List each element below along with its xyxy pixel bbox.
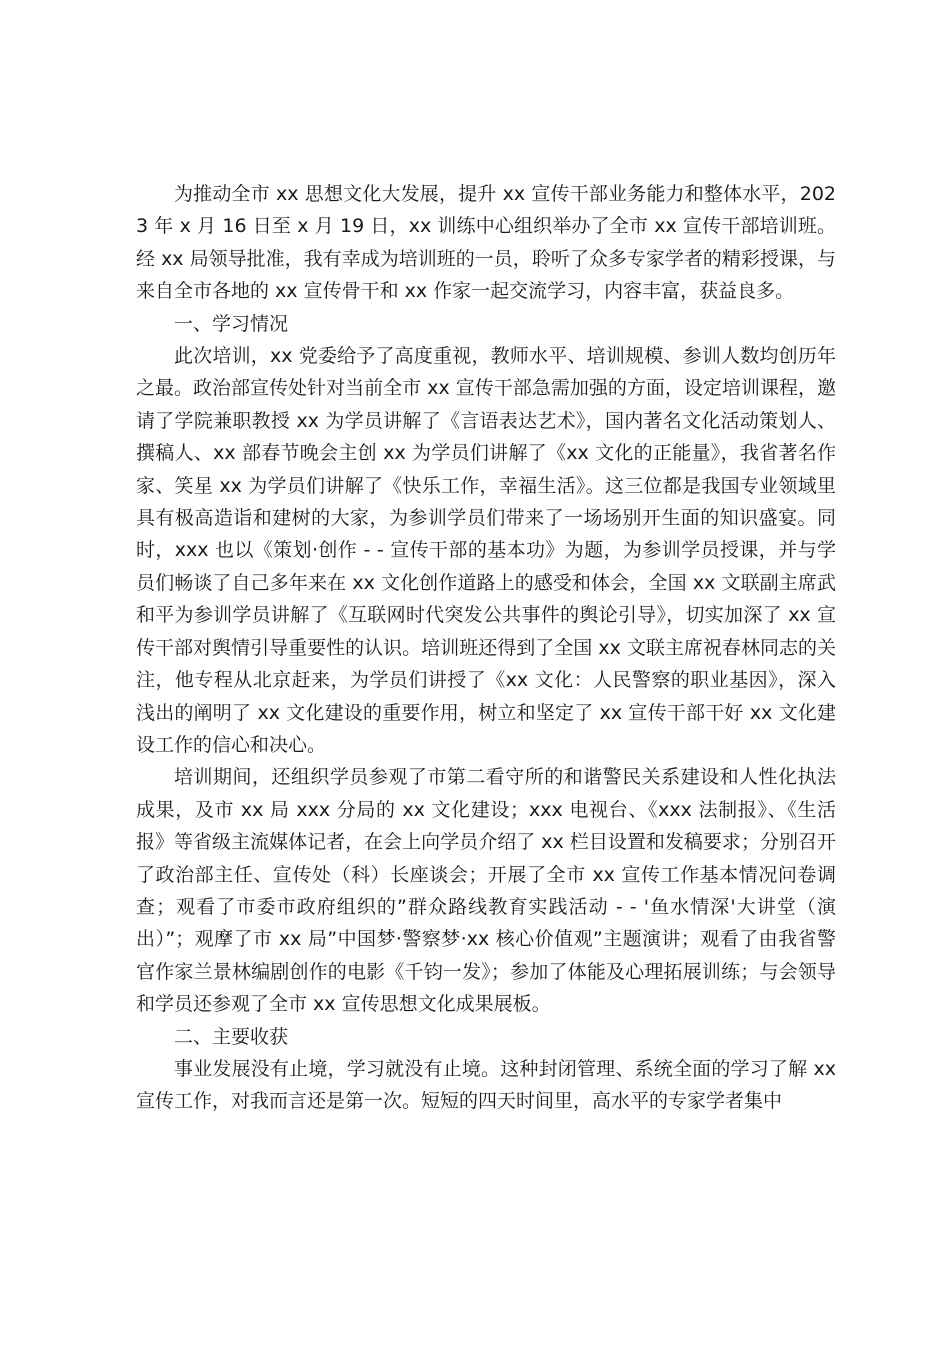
- document-body: [136, 178, 836, 1118]
- paragraph-gains: 事业发展没有止境，学习就没有止境。这种封闭管理、系统全面的学习了解 xx 宣传工作，对我而言还是第一次。短短的四天时间里，高水平的专家学者集中: [136, 1057, 836, 1113]
- section-heading-study: 一、学习情况: [174, 312, 289, 335]
- paragraph-intro: 为推动全市 xx 思想文化大发展，提升 xx 宣传干部业务能力和整体水平，2023 年 x 月 16 日至 x 月 19 日，xx 训练中心组织举办了全市 xx 宣传干部培训班。经 xx 局领导批准，我有幸成为培训班的一员，聆听了众多专家学者的精彩授课，与来自全市各地的 xx 宣传骨干和 xx 作家一起交流学习，内容丰富，获益良多。: [136, 183, 836, 303]
- paragraph-training-activities: 培训期间，还组织学员参观了市第二看守所的和谐警民关系建设和人性化执法成果，及市 xx 局 xxx 分局的 xx 文化建设；xxx 电视台、《xxx 法制报》、《生活报》等省级主流媒体记者，在会上向学员介绍了 xx 栏目设置和发稿要求；分别召开了政治部主任、宣传处（科）长座谈会；开展了全市 xx 宣传工作基本情况问卷调查；观看了市委市政府组织的”群众路线教育实践活动 - - '鱼水情深'大讲堂（演出）”；观摩了市 xx 局”中国梦·警察梦·xx 核心价值观”主题演讲；观看了由我省警官作家兰景林编剧创作的电影《千钧一发》；参加了体能及心理拓展训练；与会领导和学员还参观了全市 xx 宣传思想文化成果展板。: [136, 766, 836, 1016]
- paragraph-study-details: 此次培训，xx 党委给予了高度重视，教师水平、培训规模、参训人数均创历年之最。政治部宣传处针对当前全市 xx 宣传干部急需加强的方面，设定培训课程，邀请了学院兼职教授 xx 为学员讲解了《言语表达艺术》，国内著名文化活动策划人、撰稿人、xx 部春节晚会主创 xx 为学员们讲解了《xx 文化的正能量》，我省著名作家、笑星 xx 为学员们讲解了《快乐工作，幸福生活》。这三位都是我国专业领域里具有极高造诣和建树的大家，为参训学员们带来了一场场别开生面的知识盛宴。同时，xxx 也以《策划·创作 - - 宣传干部的基本功》为题，为参训学员授课，并与学员们畅谈了自己多年来在 xx 文化创作道路上的感受和体会，全国 xx 文联副主席武和平为参训学员讲解了《互联网时代突发公共事件的舆论引导》，切实加深了 xx 宣传干部对舆情引导重要性的认识。培训班还得到了全国 xx 文联主席祝春林同志的关注，他专程从北京赶来，为学员们讲授了《xx 文化：人民警察的职业基因》，深入浅出的阐明了 xx 文化建设的重要作用，树立和坚定了 xx 宣传干部干好 xx 文化建设工作的信心和决心。: [136, 345, 836, 756]
- section-heading-gains: 二、主要收获: [174, 1025, 289, 1048]
